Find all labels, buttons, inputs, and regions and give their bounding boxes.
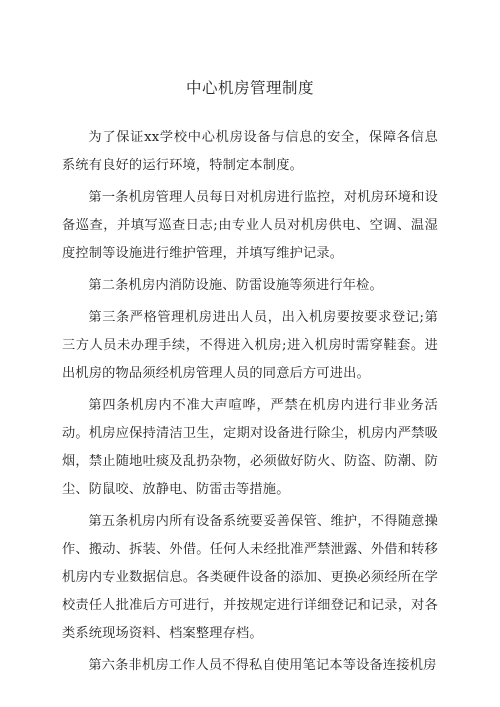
document-title: 中心机房管理制度 (185, 79, 314, 97)
intro-paragraph: 为了保证xx学校中心机房设备与信息的安全，保障各信息系统有良好的运行环境，特制定本制度。 (62, 130, 438, 173)
article-5-paragraph: 第五条机房内所有设备系统要妥善保管、维护，不得随意操作、搬动、拆装、外借。任何人未经批准严禁泄露、外借和转移机房内专业数据信息。各类硬件设备的添加、更换必须经所在学校责任人批准后方可进行，并按规定进行详细登记和记录，对各类系统现场资料、档案整理存档。 (62, 514, 438, 641)
article-1-paragraph: 第一条机房管理人员每日对机房进行监控，对机房环境和设备巡查，并填写巡查日志;由专业人员对机房供电、空调、温湿度控制等设施进行维护管理，并填写维护记录。 (62, 190, 438, 261)
document-body (62, 124, 438, 680)
article-2-paragraph: 第二条机房内消防设施、防雷设施等须进行年检。 (88, 278, 383, 293)
article-3-paragraph: 第三条严格管理机房进出人员，出入机房要按要求登记;第三方人员未办理手续，不得进入机房;进入机房时需穿鞋套。进出机房的物品须经机房管理人员的同意后方可进出。 (62, 310, 438, 381)
article-6-paragraph: 第六条非机房工作人员不得私自使用笔记本等设备连接机房 (88, 658, 437, 673)
article-4-paragraph: 第四条机房内不准大声喧哗，严禁在机房内进行非业务活动。机房应保持清洁卫生，定期对设备进行除尘，机房内严禁吸烟，禁止随地吐痰及乱扔杂物，必须做好防火、防盗、防潮、防尘、防鼠咬、放静电、防雷击等措施。 (62, 398, 438, 497)
